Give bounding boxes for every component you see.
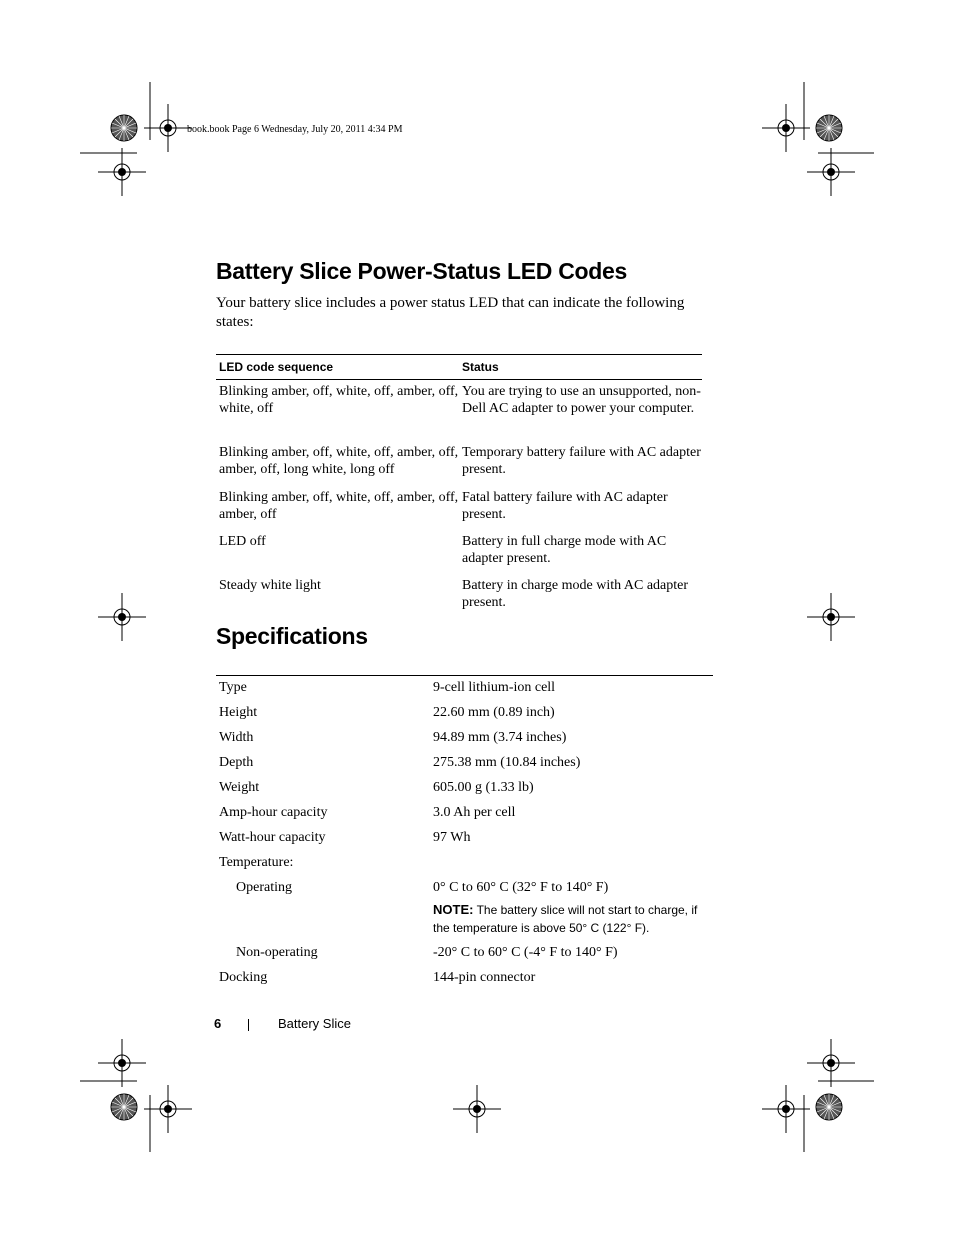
table-row bbox=[216, 878, 713, 943]
spec-label: Amp-hour capacity bbox=[219, 805, 328, 820]
led-status: Battery in charge mode with AC adapter present. bbox=[462, 578, 689, 610]
table-row bbox=[216, 380, 702, 442]
led-status: Fatal battery failure with AC adapter present. bbox=[462, 490, 668, 522]
footer-section-title: Battery Slice bbox=[278, 1016, 351, 1031]
spec-value: 94.89 mm (3.74 inches) bbox=[433, 730, 567, 745]
table-row bbox=[216, 487, 702, 531]
table-row bbox=[216, 703, 713, 728]
spec-value bbox=[430, 853, 713, 878]
table-row bbox=[216, 575, 702, 617]
spec-label: Non-operating bbox=[236, 945, 318, 960]
table-row bbox=[216, 803, 713, 828]
spec-value: 144-pin connector bbox=[433, 970, 536, 985]
table-row bbox=[216, 442, 702, 487]
spec-value: 0° C to 60° C (32° F to 140° F) bbox=[433, 880, 609, 895]
spec-label: Width bbox=[219, 730, 254, 745]
temperature-note bbox=[430, 901, 713, 937]
spec-label: Temperature: bbox=[219, 855, 294, 870]
footer-divider bbox=[248, 1019, 249, 1031]
led-table-header bbox=[216, 355, 702, 380]
registration-crosshair-mark bbox=[98, 148, 146, 196]
registration-crosshair-mark bbox=[807, 148, 855, 196]
registration-crosshair-mark bbox=[807, 593, 855, 641]
table-row bbox=[216, 853, 713, 878]
table-row bbox=[216, 943, 713, 968]
registration-crosshair-mark bbox=[453, 1085, 501, 1133]
led-code-table bbox=[216, 354, 702, 617]
spec-label: Weight bbox=[219, 780, 260, 795]
registration-crosshair-mark bbox=[98, 1039, 146, 1087]
spec-label: Docking bbox=[219, 970, 268, 985]
led-intro-text: Your battery slice includes a power status LED that can indicate the following states: bbox=[216, 295, 685, 330]
table-row bbox=[216, 778, 713, 803]
registration-crosshair-mark bbox=[762, 1085, 810, 1133]
spec-value: -20° C to 60° C (-4° F to 140° F) bbox=[433, 945, 618, 960]
spec-label: Type bbox=[219, 680, 247, 695]
led-sequence: Blinking amber, off, white, off, amber, off, amber, off, long white, long off bbox=[219, 445, 459, 477]
spec-value: 3.0 Ah per cell bbox=[433, 805, 516, 820]
spec-label: Height bbox=[219, 705, 258, 720]
registration-crosshair-mark bbox=[762, 104, 810, 152]
led-section-title: Battery Slice Power-Status LED Codes bbox=[216, 258, 627, 284]
registration-crosshair-mark bbox=[98, 593, 146, 641]
registration-crosshair-mark bbox=[807, 1039, 855, 1087]
spec-label: Operating bbox=[236, 880, 292, 895]
led-header-sequence: LED code sequence bbox=[219, 360, 334, 374]
table-row bbox=[216, 728, 713, 753]
led-sequence: Blinking amber, off, white, off, amber, off, amber, off bbox=[219, 490, 459, 522]
spec-section-title: Specifications bbox=[216, 623, 368, 649]
spec-value: 275.38 mm (10.84 inches) bbox=[433, 755, 581, 770]
registration-star-mark bbox=[111, 1094, 137, 1120]
led-status: Temporary battery failure with AC adapter present. bbox=[462, 445, 701, 477]
led-sequence: Blinking amber, off, white, off, amber, off, white, off bbox=[219, 384, 459, 416]
registration-star-mark bbox=[816, 115, 842, 141]
note-text: The battery slice will not start to charge, if the temperature is above 50° C (122° F). bbox=[433, 903, 698, 935]
registration-crosshair-mark bbox=[144, 1085, 192, 1133]
led-status: You are trying to use an unsupported, non-Dell AC adapter to power your computer. bbox=[462, 384, 701, 416]
spec-label: Watt-hour capacity bbox=[219, 830, 326, 845]
print-slug: book.book Page 6 Wednesday, July 20, 2011 4:34 PM bbox=[187, 124, 403, 135]
spec-value: 9-cell lithium-ion cell bbox=[433, 680, 556, 695]
page-number: 6 bbox=[214, 1016, 222, 1031]
registration-star-mark bbox=[816, 1094, 842, 1120]
table-row bbox=[216, 531, 702, 575]
led-status: Battery in full charge mode with AC adapter present. bbox=[462, 534, 667, 566]
spec-value: 97 Wh bbox=[433, 830, 471, 845]
registration-star-mark bbox=[111, 115, 137, 141]
table-row bbox=[216, 828, 713, 853]
table-row bbox=[216, 753, 713, 778]
spec-value: 605.00 g (1.33 lb) bbox=[433, 780, 534, 795]
specifications-table bbox=[216, 675, 713, 993]
note-label: NOTE: bbox=[433, 902, 474, 917]
spec-label: Depth bbox=[219, 755, 254, 770]
led-sequence: LED off bbox=[219, 534, 266, 549]
table-row bbox=[216, 968, 713, 993]
led-header-status: Status bbox=[462, 360, 499, 374]
led-sequence: Steady white light bbox=[219, 578, 321, 593]
spec-value-with-note bbox=[430, 878, 713, 943]
table-row bbox=[216, 678, 713, 703]
spec-value: 22.60 mm (0.89 inch) bbox=[433, 705, 555, 720]
registration-crosshair-mark bbox=[144, 104, 192, 152]
